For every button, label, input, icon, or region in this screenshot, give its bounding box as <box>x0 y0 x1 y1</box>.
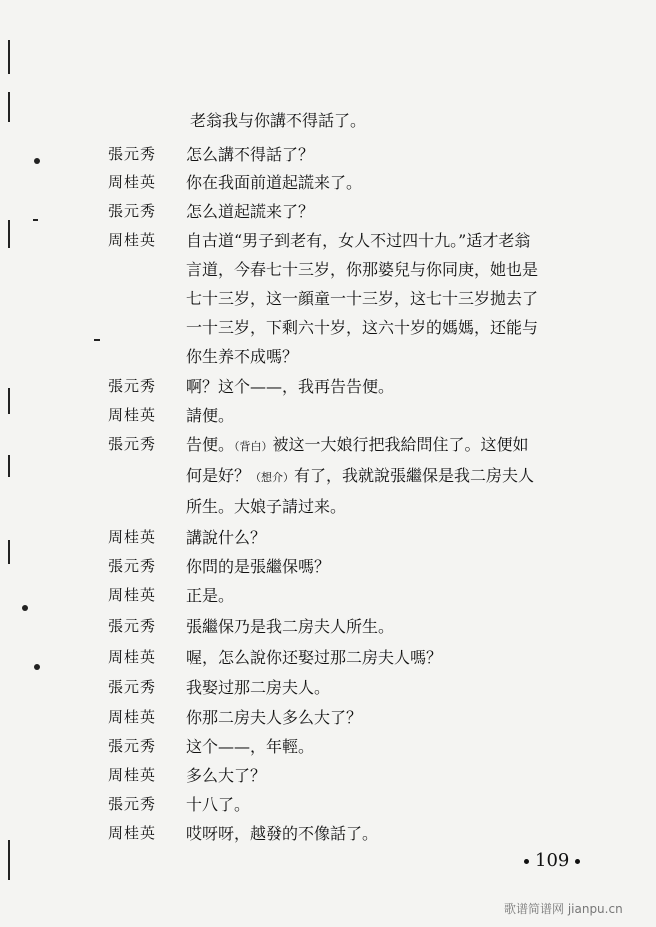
page-number-dot <box>524 859 529 864</box>
dialogue-text: 啊？这个——，我再告告便。 <box>186 377 395 396</box>
dialogue-text: 这个——，年輕。 <box>186 737 315 756</box>
stage-direction-aside: （背白） <box>234 440 273 453</box>
speaker-name: 周桂英 <box>108 406 157 424</box>
dialogue-text: 你問的是張繼保嗎？ <box>186 557 331 576</box>
speaker-name: 張元秀 <box>108 145 157 163</box>
page-number-value: 109 <box>535 850 570 871</box>
speaker-name: 周桂英 <box>108 766 157 784</box>
dialogue-text-segment: 被这一大娘行把我給問住了。这便如 何是好？ <box>186 435 529 485</box>
dialogue-text: 講說什么？ <box>186 528 267 547</box>
speaker-name: 周桂英 <box>108 708 157 726</box>
dialogue-text: 請便。 <box>186 406 235 425</box>
dialogue-text-segment: 告便。 <box>186 435 235 454</box>
dialogue-text: 十八了。 <box>186 795 251 814</box>
dialogue-text: 你那二房夫人多么大了？ <box>186 708 363 727</box>
dialogue-text-segment: 有了，我就說張繼保是我二房夫人 所生。大娘子請过来。 <box>186 466 535 516</box>
speaker-name: 周桂英 <box>108 528 157 546</box>
speaker-name: 周桂英 <box>108 173 157 191</box>
speaker-name: 張元秀 <box>108 795 157 813</box>
speaker-name: 張元秀 <box>108 678 157 696</box>
dialogue-text: 張繼保乃是我二房夫人所生。 <box>186 617 395 636</box>
dialogue-text <box>186 430 616 521</box>
dialogue-text: 哎呀呀，越發的不像話了。 <box>186 824 379 843</box>
site-watermark: 歌谱简谱网 jianpu.cn <box>504 902 623 916</box>
stage-direction-think: （想介） <box>250 471 295 484</box>
speaker-name: 張元秀 <box>108 737 157 755</box>
dialogue-text: 你在我面前道起謊来了。 <box>186 173 363 192</box>
dialogue-text: 怎么講不得話了？ <box>186 145 315 164</box>
dialogue-text: 多么大了？ <box>186 766 267 785</box>
dialogue-text: 喔，怎么說你还娶过那二房夫人嗎？ <box>186 648 443 667</box>
page-number <box>518 850 586 871</box>
speaker-name: 周桂英 <box>108 586 157 604</box>
speaker-name: 張元秀 <box>108 202 157 220</box>
speaker-name: 張元秀 <box>108 377 157 395</box>
dialogue-text: 正是。 <box>186 586 235 605</box>
dialogue-text: 我娶过那二房夫人。 <box>186 678 331 697</box>
page-number-dot <box>575 859 580 864</box>
speaker-name: 張元秀 <box>108 557 157 575</box>
speaker-name: 張元秀 <box>108 617 157 635</box>
speaker-name: 張元秀 <box>108 435 157 453</box>
speaker-name: 周桂英 <box>108 231 157 249</box>
dialogue-text: 老翁我与你講不得話了。 <box>190 111 367 130</box>
dialogue-text: 自古道“男子到老有，女人不过四十九。”适才老翁 言道，今春七十三岁，你那婆兒与你同庚，她也是 七十三岁，这一顔童一十三岁，这七十三岁拋去了 一十三岁，下剩六十岁，这六十岁的媽媽，还能与 你生养不成嗎？ <box>186 231 539 366</box>
speaker-name: 周桂英 <box>108 648 157 666</box>
dialogue-text: 怎么道起謊来了？ <box>186 202 315 221</box>
speaker-name: 周桂英 <box>108 824 157 842</box>
